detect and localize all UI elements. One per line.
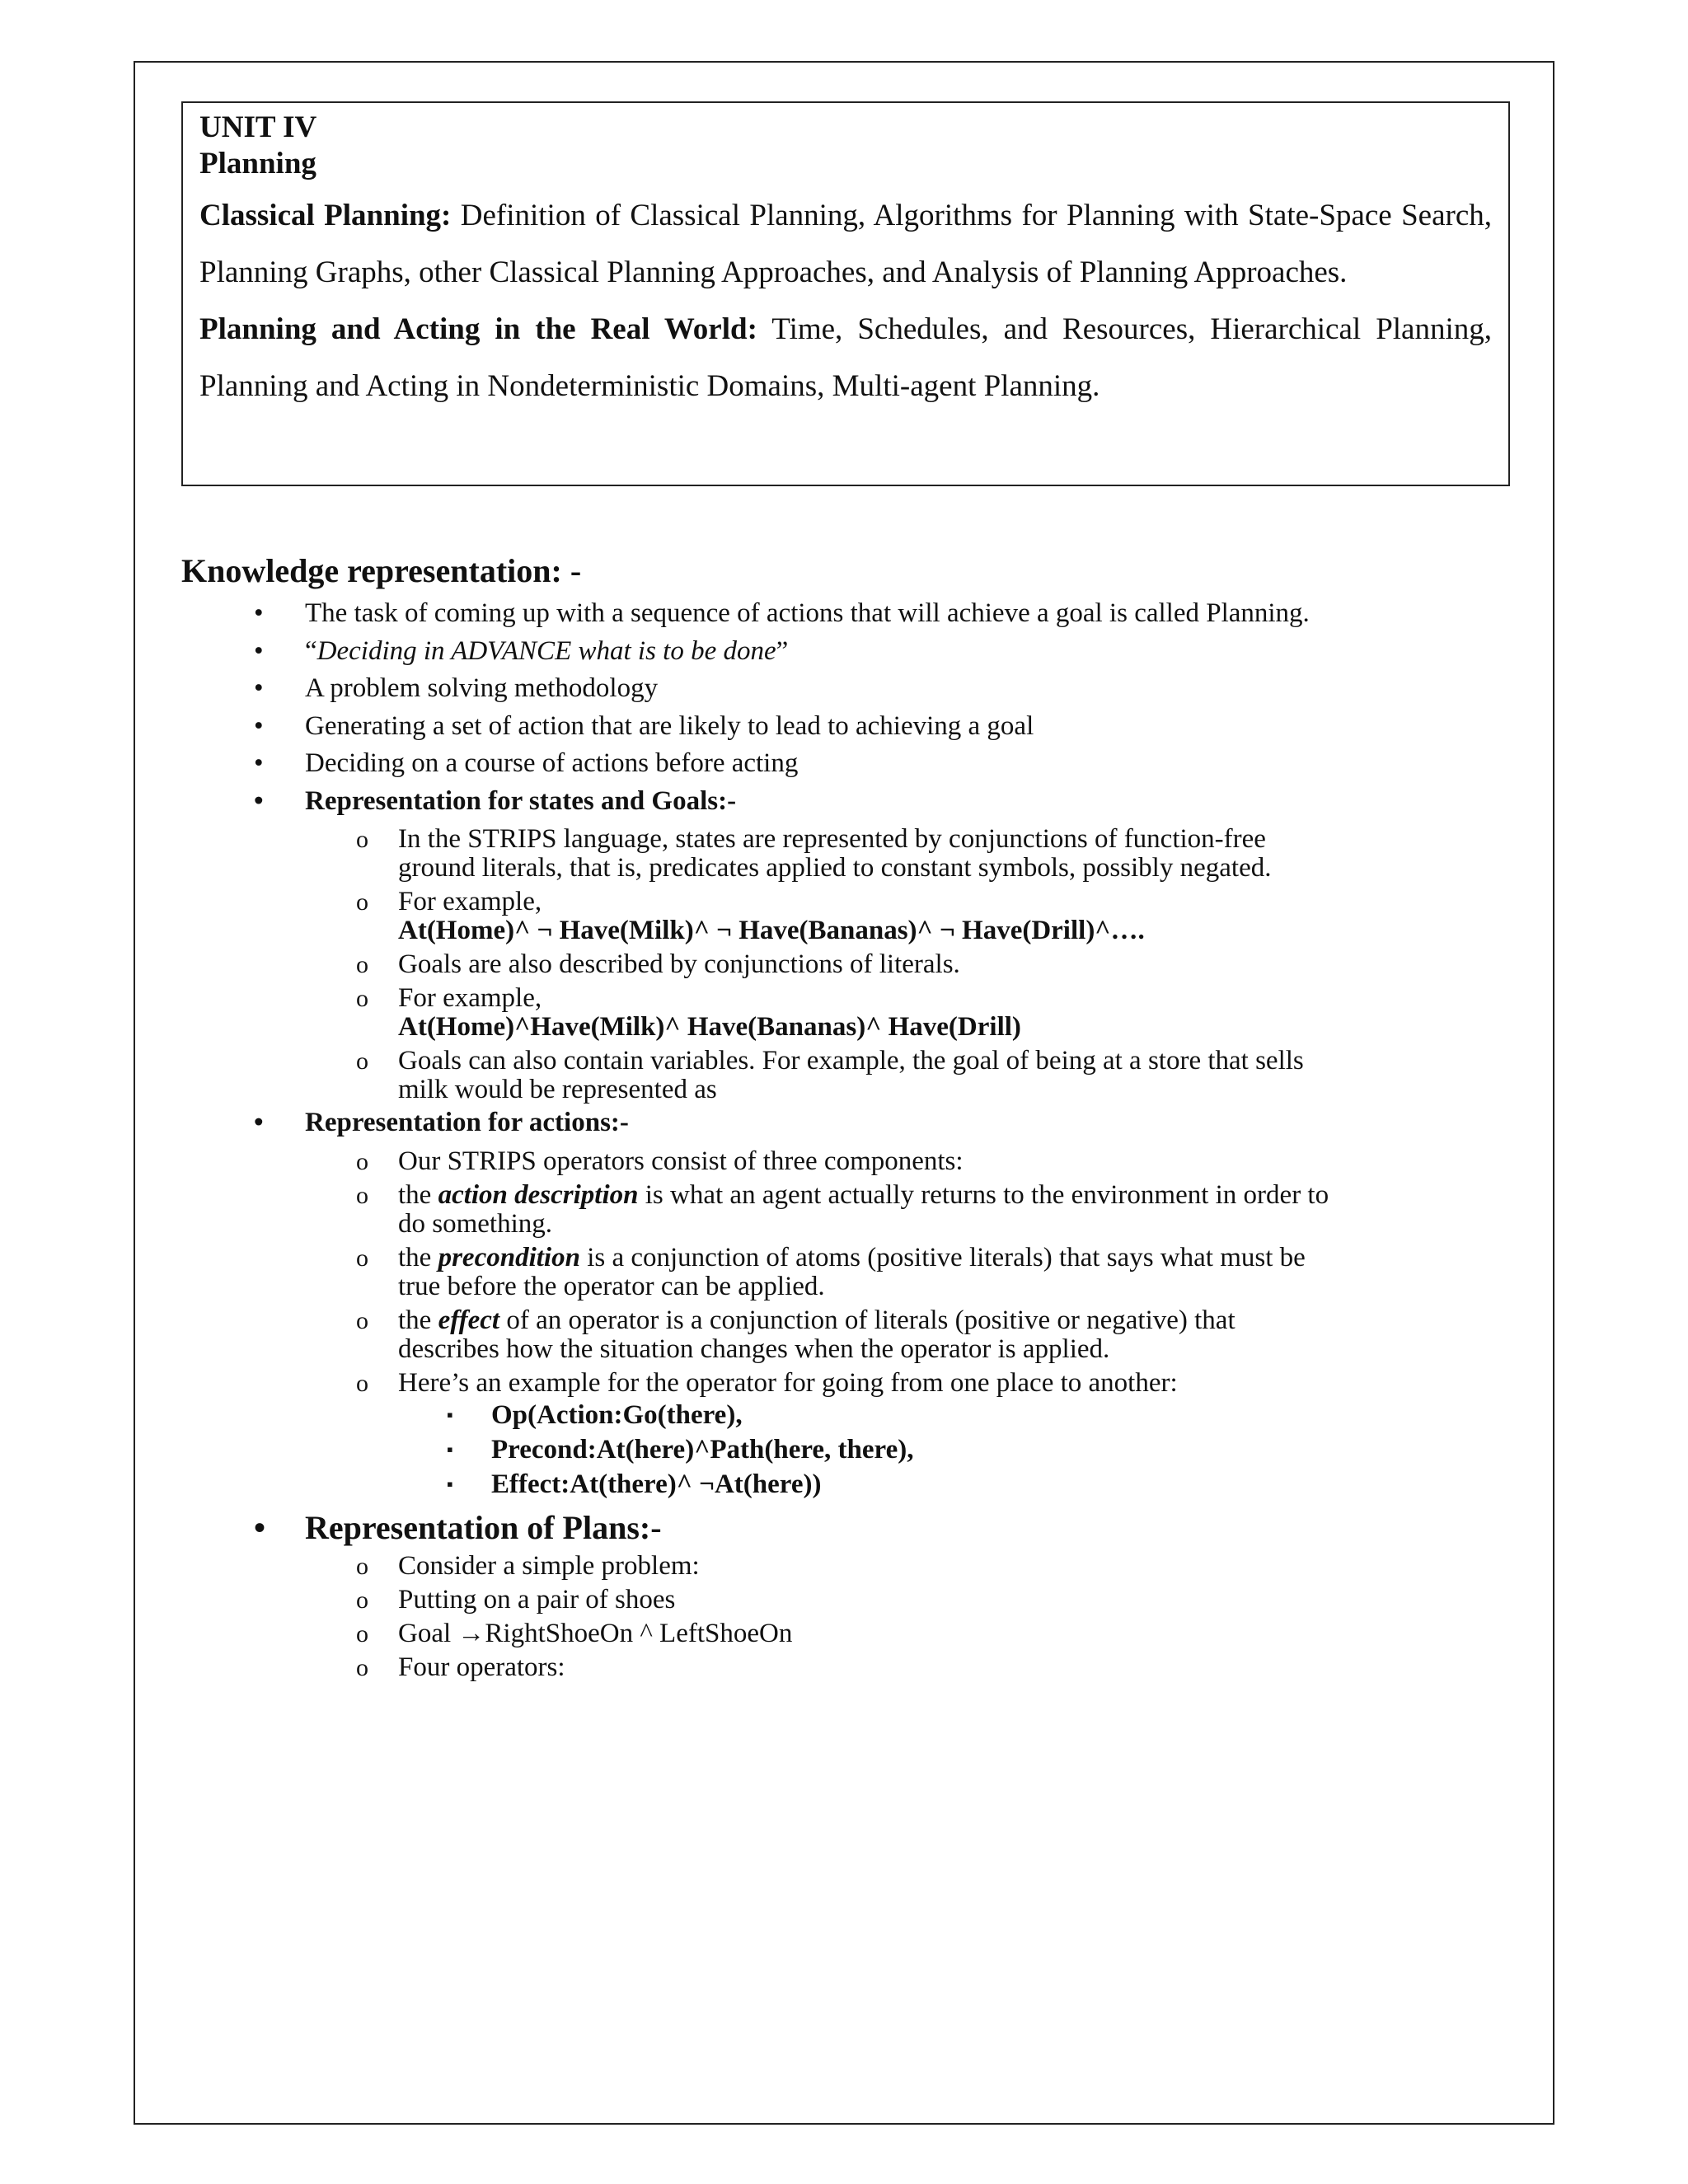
content <box>181 595 1467 1685</box>
operator-line: ▪ Precond:At(here)^Path(here, there), <box>181 1432 1467 1467</box>
circle-bullet-icon: o <box>356 1369 368 1397</box>
classical-planning-label: Classical Planning: <box>199 199 452 232</box>
syllabus-box <box>181 101 1510 486</box>
real-world-text: Time, Schedules, and Resources, Hierarchical Planning, Planning and Acting in Nondeterministic Domains, Multi-agent Planning. <box>199 312 1493 403</box>
list-item: o In the STRIPS language, states are represented by conjunctions of function-free ground literals, that is, predicates applied to constant symbols, possibly negated. <box>356 824 1272 883</box>
list-item: o Goal →RightShoeOn ^ LeftShoeOn <box>181 1617 1467 1651</box>
operator-line: ▪ Op(Action:Go(there), <box>181 1398 1467 1432</box>
circle-bullet-icon: o <box>356 1147 368 1175</box>
section-title: Knowledge representation: - <box>181 552 582 589</box>
actions-heading: • Representation for actions:- <box>181 1104 1467 1142</box>
list-item: o the effect of an operator is a conjunction of literals (positive or negative) that describes how the situation changes when the operator is applied. <box>356 1305 1236 1364</box>
list-item: o Four operators: <box>181 1651 1467 1685</box>
bullet-icon: • <box>254 673 264 703</box>
circle-bullet-icon: o <box>356 1181 368 1209</box>
bullet-icon: • <box>254 1508 266 1546</box>
bullet-icon: • <box>254 710 264 741</box>
list-item: • The task of coming up with a sequence of actions that will achieve a goal is called Planning. <box>181 595 1467 633</box>
circle-bullet-icon: o <box>356 1586 368 1614</box>
real-world-label: Planning and Acting in the Real World: <box>199 312 757 346</box>
list-item: o Our STRIPS operators consist of three components: <box>356 1146 964 1176</box>
circle-bullet-icon: o <box>356 888 368 916</box>
circle-bullet-icon: o <box>356 826 368 853</box>
list-item: • Generating a set of action that are likely to lead to achieving a goal <box>181 708 1467 746</box>
list-item: o For example, At(Home)^ ¬ Have(Milk)^ ¬ Have(Bananas)^ ¬ Have(Drill)^…. <box>356 887 1145 945</box>
list-item: o Here’s an example for the operator for going from one place to another: <box>356 1367 1178 1398</box>
circle-bullet-icon: o <box>356 1047 368 1075</box>
circle-bullet-icon: o <box>356 1244 368 1272</box>
circle-bullet-icon: o <box>356 985 368 1012</box>
classical-planning-text: Definition of Classical Planning, Algorithms for Planning with State-Space Search, Planning Graphs, other Classical Planning Approaches, and Analysis of Planning Approaches. <box>199 199 1492 289</box>
list-item: o the action description is what an agent actually returns to the environment in order to do something. <box>356 1179 1329 1239</box>
unit-number: UNIT IV <box>199 110 317 144</box>
bullet-icon: • <box>254 635 264 666</box>
bullet-icon: • <box>254 1108 264 1137</box>
list-item: o Goals can also contain variables. For example, the goal of being at a store that sells milk would be represented as <box>356 1046 1304 1104</box>
square-bullet-icon: ▪ <box>447 1404 453 1425</box>
states-heading: • Representation for states and Goals:- <box>181 783 1467 821</box>
list-item: o Consider a simple problem: <box>181 1549 1467 1583</box>
list-item: • A problem solving methodology <box>181 670 1467 708</box>
circle-bullet-icon: o <box>356 1653 368 1681</box>
bullet-icon: • <box>254 748 264 778</box>
circle-bullet-icon: o <box>356 1306 368 1334</box>
list-item: o the precondition is a conjunction of atoms (positive literals) that says what must be true before the operator can be applied. <box>356 1242 1306 1301</box>
circle-bullet-icon: o <box>356 1552 368 1580</box>
list-item: • “Deciding in ADVANCE what is to be done” <box>181 633 1467 671</box>
list-item: o For example, At(Home)^Have(Milk)^ Have(Bananas)^ Have(Drill) <box>356 983 1021 1042</box>
square-bullet-icon: ▪ <box>447 1473 453 1494</box>
operator-line: ▪ Effect:At(there)^ ¬At(here)) <box>181 1467 1467 1502</box>
plans-heading: • Representation of Plans:- <box>181 1507 1467 1549</box>
list-item: o Putting on a pair of shoes <box>181 1583 1467 1617</box>
real-world-paragraph <box>199 301 1492 415</box>
list-item: • Deciding on a course of actions before acting <box>181 745 1467 783</box>
square-bullet-icon: ▪ <box>447 1438 453 1460</box>
bullet-icon: • <box>254 598 264 628</box>
classical-planning-paragraph <box>199 187 1492 301</box>
bullet-icon: • <box>254 785 264 816</box>
circle-bullet-icon: o <box>356 951 368 978</box>
list-item: o Goals are also described by conjunctions of literals. <box>356 949 960 979</box>
unit-title: Planning <box>199 147 316 180</box>
circle-bullet-icon: o <box>356 1619 368 1647</box>
